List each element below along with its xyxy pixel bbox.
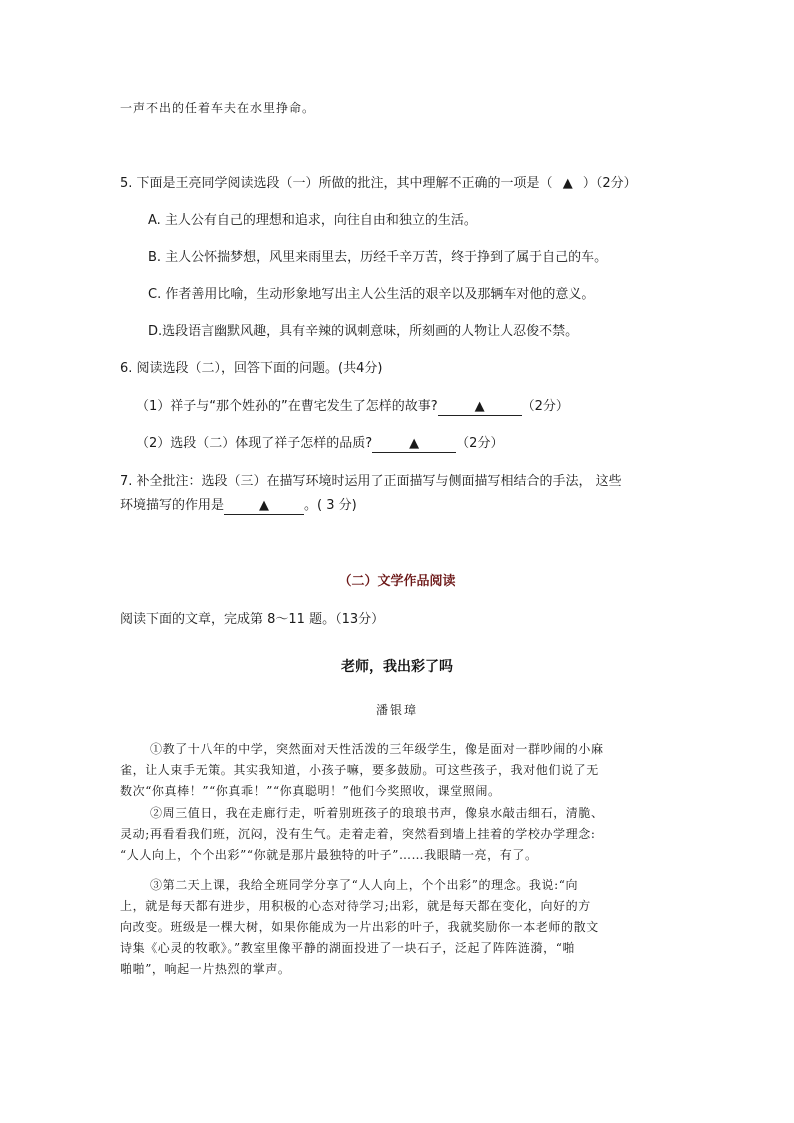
- question-5-stem: 5. 下面是王亮同学阅读选段（一）所做的批注，其中理解不正确的一项是（ ▲ ）（2分）: [120, 176, 637, 191]
- answer-blank: ▲: [438, 399, 522, 416]
- answer-blank: ▲: [372, 436, 456, 453]
- question-5-option-a: A. 主人公有自己的理想和追求，向往自由和独立的生活。: [148, 213, 477, 228]
- question-5-option-c: C. 作者善用比喻，生动形象地写出主人公生活的艰辛以及那辆车对他的意义。: [148, 287, 595, 302]
- article-title: 老师，我出彩了吗: [341, 659, 453, 675]
- section-instruction: 阅读下面的文章，完成第 8～11 题。（13分）: [120, 612, 385, 627]
- question-7-line-1: 7. 补全批注：选段（三）在描写环境时运用了正面描写与侧面描写相结合的手法， 这些: [120, 474, 622, 489]
- article-paragraph-1: ①教了十八年的中学，突然面对天性活泼的三年级学生，像是面对一群吵闹的小麻 雀，让人束手无策。其实我知道，小孩子嘛，要多鼓励。可这些孩子，我对他们说了无 数次“你真棒！”“你真乖！”“你真聪明！”他们今奖照收，课堂照闹。: [120, 742, 604, 798]
- question-7-line-2: 环境描写的作用是 ▲ 。( 3 分): [120, 498, 357, 513]
- section-heading: （二）文学作品阅读: [338, 574, 456, 589]
- question-6-stem: 6. 阅读选段（二），回答下面的问题。(共4分): [120, 361, 383, 376]
- article-paragraph-2: ②周三值日，我在走廊行走，听着别班孩子的琅琅书声，像泉水敲击细石，清脆、 灵动;再看看我们班，沉闷，没有生气。走着走着，突然看到墙上挂着的学校办学理念: “人人向上，个个出彩”“你就是那片最独特的叶子”……我眼睛一亮，有了。: [120, 806, 604, 862]
- previous-text-line: 一声不出的任着车夫在水里挣命。: [120, 101, 316, 115]
- answer-blank: ▲: [224, 498, 304, 515]
- question-5-option-b: B. 主人公怀揣梦想，风里来雨里去，历经千辛万苦，终于挣到了属于自己的车。: [148, 250, 608, 265]
- article-author: 潘银璋: [375, 703, 418, 717]
- answer-mark: ▲: [562, 176, 573, 191]
- article-paragraph-3: ③第二天上课，我给全班同学分享了“人人向上，个个出彩”的理念。我说:“向 上，就是每天都有进步，用积极的心态对待学习;出彩，就是每天都在变化，向好的方 向改变。班级是一棵大树，如果你能成为一片出彩的叶子，我就奖励你一本老师的散文 诗集《心灵的牧歌》。”教室里像平静的湖面投进了一块石子，泛起了阵阵涟漪，“啪 啪啪”，响起一片热烈的掌声。: [120, 878, 599, 976]
- question-6-sub-1: （1）祥子与“那个姓孙的”在曹宅发生了怎样的故事? ▲ （2分）: [136, 399, 569, 414]
- question-6-sub-2: （2）选段（二）体现了祥子怎样的品质? ▲ （2分）: [136, 436, 504, 451]
- question-5-option-d: D.选段语言幽默风趣，具有辛辣的讽刺意味，所刻画的人物让人忍俊不禁。: [148, 324, 579, 339]
